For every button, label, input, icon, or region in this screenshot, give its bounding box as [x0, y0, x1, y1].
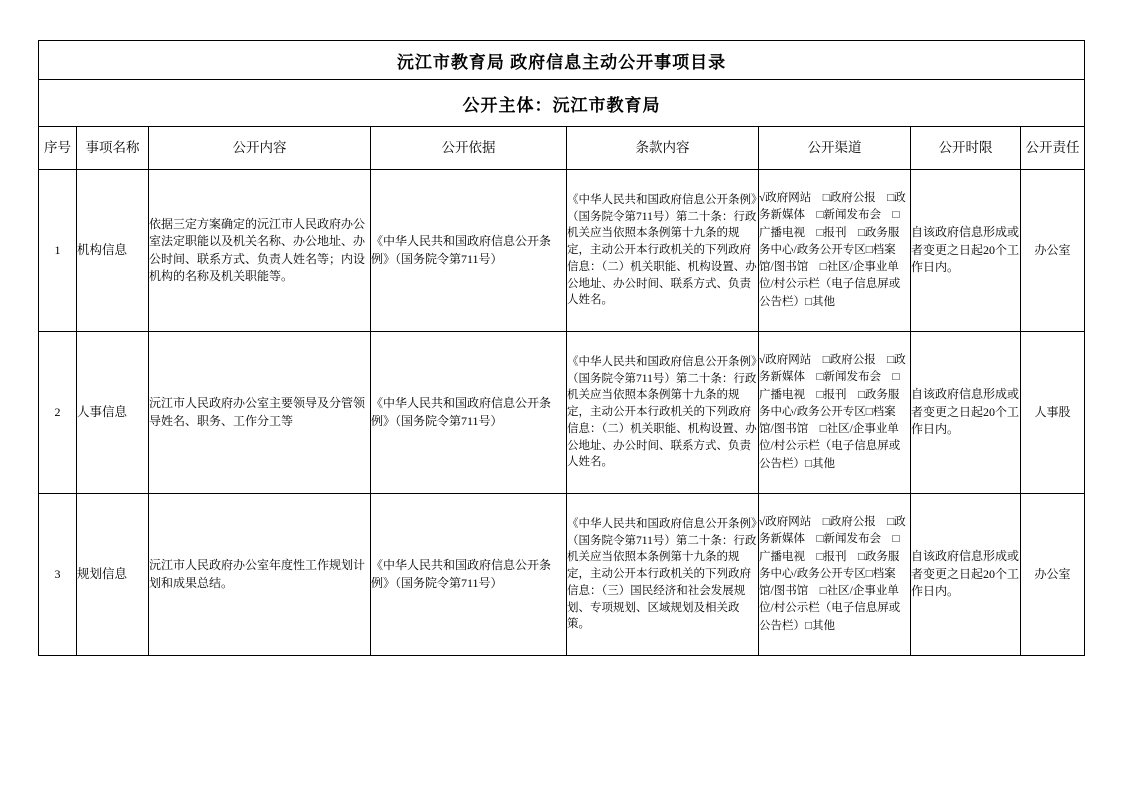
subject-row	[39, 80, 1085, 127]
row-terms: 《中华人民共和国政府信息公开条例》（国务院令第711号）第二十条：行政机关应当依照本条例第十九条的规定，主动公开本行政机关的下列政府信息：（三）国民经济和社会发展规划、专项规划、区域规划及相关政策。	[567, 494, 759, 656]
disclosure-catalog-table	[38, 40, 1085, 656]
table-row	[39, 170, 1085, 332]
title-row	[39, 41, 1085, 80]
row-item-name: 人事信息	[77, 332, 149, 494]
header-content: 公开内容	[149, 127, 371, 170]
row-content: 沅江市人民政府办公室主要领导及分管领导姓名、职务、工作分工等	[149, 332, 371, 494]
table-row	[39, 494, 1085, 656]
row-deadline: 自该政府信息形成或者变更之日起20个工作日内。	[911, 170, 1021, 332]
row-responsible: 人事股	[1021, 332, 1085, 494]
row-channel: √政府网站 □政府公报 □政务新媒体 □新闻发布会 □广播电视 □报刊 □政务服务中心/政务公开专区□档案馆/图书馆 □社区/企事业单位/村公示栏（电子信息屏或公告栏）□其他	[759, 170, 911, 332]
row-terms: 《中华人民共和国政府信息公开条例》（国务院令第711号）第二十条：行政机关应当依照本条例第十九条的规定，主动公开本行政机关的下列政府信息：（二）机关职能、机构设置、办公地址、办公时间、联系方式、负责人姓名。	[567, 170, 759, 332]
row-basis: 《中华人民共和国政府信息公开条例》（国务院令第711号）	[371, 170, 567, 332]
row-channel: √政府网站 □政府公报 □政务新媒体 □新闻发布会 □广播电视 □报刊 □政务服务中心/政务公开专区□档案馆/图书馆 □社区/企事业单位/村公示栏（电子信息屏或公告栏）□其他	[759, 332, 911, 494]
row-basis: 《中华人民共和国政府信息公开条例》（国务院令第711号）	[371, 494, 567, 656]
disclosure-subject: 公开主体：沅江市教育局	[39, 80, 1085, 127]
row-item-name: 机构信息	[77, 170, 149, 332]
row-seq: 2	[39, 332, 77, 494]
row-responsible: 办公室	[1021, 170, 1085, 332]
header-terms: 条款内容	[567, 127, 759, 170]
row-basis: 《中华人民共和国政府信息公开条例》（国务院令第711号）	[371, 332, 567, 494]
row-seq: 3	[39, 494, 77, 656]
row-terms: 《中华人民共和国政府信息公开条例》（国务院令第711号）第二十条：行政机关应当依照本条例第十九条的规定，主动公开本行政机关的下列政府信息：（二）机关职能、机构设置、办公地址、办公时间、联系方式、负责人姓名。	[567, 332, 759, 494]
header-channel: 公开渠道	[759, 127, 911, 170]
header-basis: 公开依据	[371, 127, 567, 170]
table-row	[39, 332, 1085, 494]
row-item-name: 规划信息	[77, 494, 149, 656]
header-seq: 序号	[39, 127, 77, 170]
row-deadline: 自该政府信息形成或者变更之日起20个工作日内。	[911, 332, 1021, 494]
header-deadline: 公开时限	[911, 127, 1021, 170]
row-deadline: 自该政府信息形成或者变更之日起20个工作日内。	[911, 494, 1021, 656]
header-item-name: 事项名称	[77, 127, 149, 170]
row-responsible: 办公室	[1021, 494, 1085, 656]
header-row	[39, 127, 1085, 170]
document-title: 沅江市教育局 政府信息主动公开事项目录	[39, 41, 1085, 80]
row-content: 依据三定方案确定的沅江市人民政府办公室法定职能以及机关名称、办公地址、办公时间、联系方式、负责人姓名等；内设机构的名称及机关职能等。	[149, 170, 371, 332]
row-content: 沅江市人民政府办公室年度性工作规划计划和成果总结。	[149, 494, 371, 656]
header-responsible: 公开责任	[1021, 127, 1085, 170]
row-channel: √政府网站 □政府公报 □政务新媒体 □新闻发布会 □广播电视 □报刊 □政务服务中心/政务公开专区□档案馆/图书馆 □社区/企事业单位/村公示栏（电子信息屏或公告栏）□其他	[759, 494, 911, 656]
row-seq: 1	[39, 170, 77, 332]
